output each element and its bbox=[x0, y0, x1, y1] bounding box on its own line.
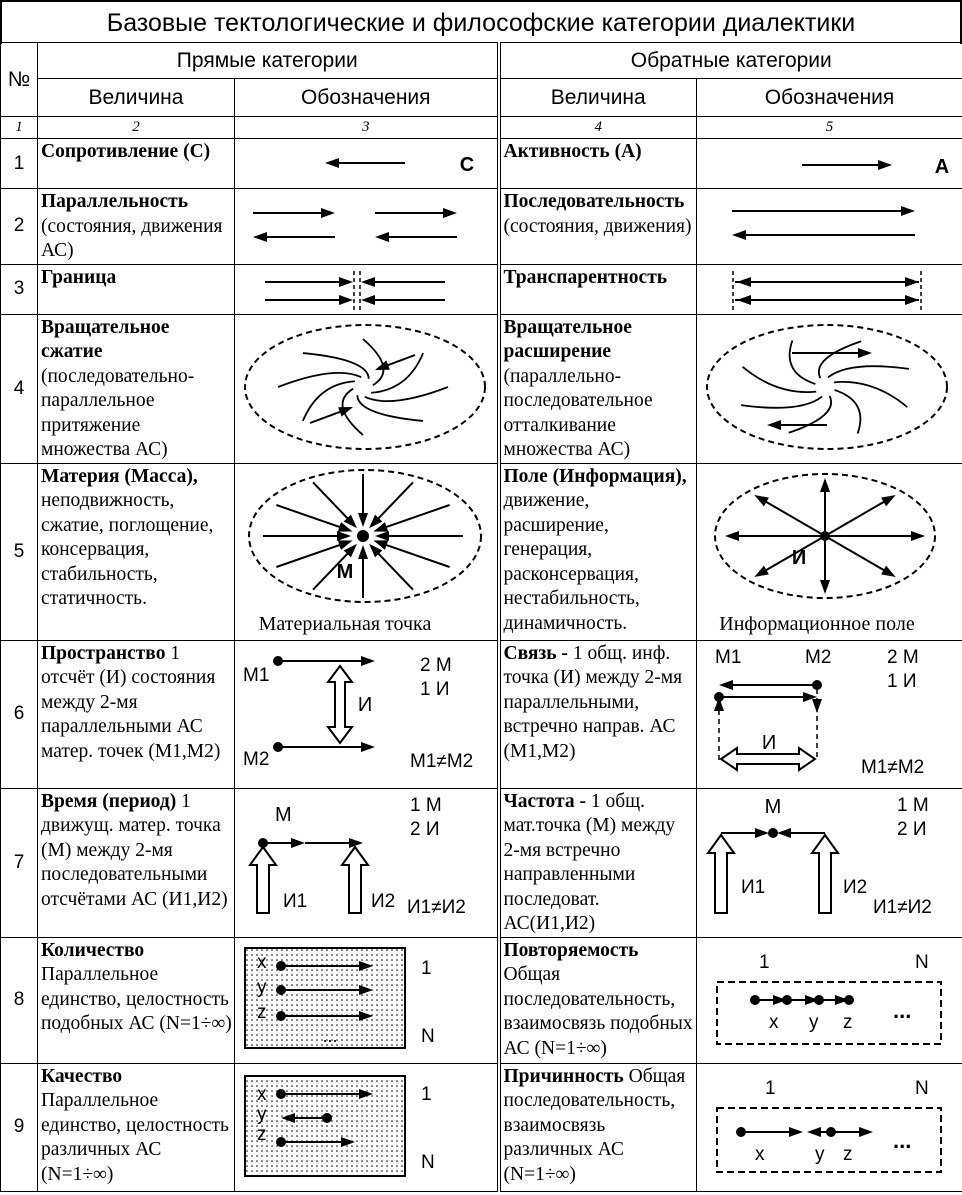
inverse-notation-cell bbox=[697, 788, 962, 937]
transparency-arrow-1b bbox=[737, 277, 919, 287]
cause-arrow-3 bbox=[831, 1127, 873, 1137]
freq-point bbox=[768, 828, 778, 838]
space-1i: 1 И bbox=[420, 678, 450, 700]
quantity-dots: ... bbox=[322, 1025, 338, 1046]
parallel-arrow-1 bbox=[253, 208, 335, 218]
direct-category-cell bbox=[38, 1063, 235, 1191]
space-m1m2: М1≠М2 bbox=[410, 750, 474, 772]
cause-dots: ... bbox=[893, 1127, 912, 1153]
time-1m: 1 М bbox=[410, 794, 442, 816]
repeat-arrow-1 bbox=[755, 995, 787, 1005]
time-m-label: М bbox=[275, 803, 292, 826]
resistance-arrow bbox=[325, 158, 405, 168]
direct-category-text: неподвижность, сжатие, поглощение, консервация, стабильность, статичность. bbox=[41, 490, 214, 609]
field-arrow-4 bbox=[754, 536, 825, 577]
activity-label: А bbox=[934, 156, 950, 178]
direct-notation-cell bbox=[235, 788, 499, 937]
time-2i: 2 И bbox=[410, 818, 440, 840]
repeat-arrow-2 bbox=[787, 995, 819, 1005]
time-i2-arrow bbox=[342, 847, 368, 913]
inverse-category-cell bbox=[499, 463, 697, 640]
categories-table bbox=[0, 42, 962, 1192]
row-number: 6 bbox=[1, 640, 38, 788]
direct-notation-cell bbox=[235, 1063, 499, 1191]
sequential-arrow-1 bbox=[732, 206, 915, 216]
freq-2i: 2 И bbox=[897, 818, 927, 840]
page-title: Базовые тектологические и философские категории диалектики bbox=[0, 0, 962, 44]
header-num: № bbox=[1, 43, 38, 117]
quality-box bbox=[245, 1076, 405, 1176]
direct-notation-diagram bbox=[235, 464, 497, 639]
freq-m-label: М bbox=[764, 795, 782, 818]
repeat-y: y bbox=[809, 1011, 819, 1033]
inverse-notation-cell bbox=[697, 264, 962, 314]
direct-category-cell bbox=[38, 463, 235, 640]
field-arrow-2 bbox=[825, 536, 896, 577]
row-number: 8 bbox=[1, 937, 38, 1063]
inverse-category-text: 1 общ. инф. точка (И) между 2-мя параллельными, встречно направ. АС (М1,М2) bbox=[503, 642, 683, 762]
header-value-left: Величина bbox=[38, 79, 235, 117]
expansion-arrow-2 bbox=[767, 420, 827, 430]
row-number: 9 bbox=[1, 1063, 38, 1191]
direct-notation-diagram bbox=[235, 1064, 497, 1190]
field-arrow-6 bbox=[754, 494, 825, 535]
freq-i1-label: И1 bbox=[741, 876, 766, 898]
direct-category-cell bbox=[38, 189, 235, 265]
header-direct: Прямые категории bbox=[38, 43, 499, 79]
link-arrow-top bbox=[719, 680, 817, 690]
direct-notation-diagram bbox=[235, 938, 497, 1062]
table-row bbox=[1, 463, 962, 640]
matter-arrow-11 bbox=[369, 482, 413, 528]
inverse-category-name: Связь - bbox=[503, 642, 568, 664]
link-m1-label: М1 bbox=[715, 646, 742, 668]
row-number: 7 bbox=[1, 788, 38, 937]
table-row bbox=[1, 264, 962, 314]
col-index-3: 3 bbox=[235, 117, 499, 139]
row-number: 1 bbox=[1, 139, 38, 189]
inverse-notation-cell bbox=[697, 314, 962, 463]
transparency-arrow-2b bbox=[737, 295, 919, 305]
parallel-arrow-2 bbox=[375, 208, 457, 218]
time-i1-arrow bbox=[250, 847, 276, 913]
col-index-1: 1 bbox=[1, 117, 38, 139]
repeat-x: x bbox=[769, 1011, 779, 1033]
direct-category-text: Параллельное единство, целостность различных АС (N=1÷∞) bbox=[41, 1090, 229, 1185]
direct-category-cell bbox=[38, 937, 235, 1063]
inverse-category-cell bbox=[499, 264, 697, 314]
direct-category-name: Сопротивление (С) bbox=[41, 141, 211, 162]
time-i1-label: И1 bbox=[283, 890, 308, 912]
direct-category-text: Параллельное единство, целостность подобных АС (N=1÷∞) bbox=[41, 964, 232, 1034]
cause-one: 1 bbox=[765, 1077, 776, 1099]
expansion-arrow-1 bbox=[792, 348, 872, 358]
inverse-category-cell bbox=[499, 788, 697, 937]
direct-notation-diagram bbox=[235, 315, 497, 461]
repeat-one: 1 bbox=[759, 951, 770, 973]
matter-m-label: М bbox=[336, 560, 354, 583]
row-number: 3 bbox=[1, 264, 38, 314]
direct-notation-cell bbox=[235, 314, 499, 463]
matter-arrow-1 bbox=[375, 531, 463, 541]
inverse-notation-diagram bbox=[697, 1064, 961, 1190]
boundary-arrow-4 bbox=[361, 295, 445, 305]
time-arrow-1 bbox=[263, 838, 305, 848]
inverse-notation-diagram bbox=[697, 139, 961, 187]
header-value-right: Величина bbox=[499, 79, 697, 117]
m1-label: М1 bbox=[243, 664, 270, 686]
inverse-category-name: Причинность bbox=[503, 1065, 624, 1087]
quality-y: y bbox=[257, 1103, 267, 1125]
direct-category-text: 1 движущ. матер. точка (М) между 2-мя последовательными отсчётами АС (И1,И2) bbox=[41, 790, 228, 910]
field-i-label: И bbox=[791, 546, 807, 569]
inverse-category-name: Транспарентность bbox=[503, 266, 668, 288]
quality-x: x bbox=[257, 1083, 267, 1105]
header-inverse: Обратные категории bbox=[499, 43, 962, 79]
cause-x: x bbox=[755, 1143, 765, 1165]
field-arrow-5 bbox=[725, 531, 825, 541]
repeat-dots: ... bbox=[893, 997, 912, 1023]
direct-notation-cell bbox=[235, 264, 499, 314]
parallel-arrow-4 bbox=[375, 232, 457, 242]
col-index-5: 5 bbox=[697, 117, 962, 139]
matter-point bbox=[357, 530, 369, 542]
header-notation-right: Обозначения bbox=[697, 79, 962, 117]
inverse-category-name: Последовательность bbox=[503, 191, 685, 212]
inverse-category-cell bbox=[499, 139, 697, 189]
table-row bbox=[1, 1063, 962, 1191]
field-arrow-1 bbox=[825, 531, 925, 541]
time-i2-label: И2 bbox=[371, 890, 396, 912]
inverse-notation-cell bbox=[697, 640, 962, 788]
row-number: 4 bbox=[1, 314, 38, 463]
matter-arrow-10 bbox=[358, 474, 368, 527]
inverse-category-text: Общая последовательность, взаимосвязь подобных АС (N=1÷∞) bbox=[503, 964, 693, 1059]
boundary-arrow-1 bbox=[265, 277, 353, 287]
field-arrow-7 bbox=[820, 478, 830, 536]
direct-category-cell bbox=[38, 264, 235, 314]
freq-i1i2: И1≠И2 bbox=[873, 896, 932, 918]
freq-1m: 1 М bbox=[897, 794, 929, 816]
direct-category-name: Пространство bbox=[41, 642, 166, 664]
inverse-notation-diagram bbox=[697, 641, 961, 787]
direct-category-name: Качество bbox=[41, 1065, 123, 1087]
inverse-category-cell bbox=[499, 937, 697, 1063]
repeat-arrow-3 bbox=[819, 995, 849, 1005]
direct-category-name: Вращательное сжатие bbox=[41, 316, 170, 362]
inverse-notation-diagram bbox=[697, 315, 961, 461]
header-notation-left: Обозначения bbox=[235, 79, 499, 117]
spiral-curves-right bbox=[741, 340, 909, 433]
inverse-notation-diagram bbox=[697, 464, 961, 639]
space-arrow-top bbox=[278, 656, 375, 666]
inverse-category-name: Активность (А) bbox=[503, 141, 642, 162]
table-row bbox=[1, 640, 962, 788]
direct-notation-diagram bbox=[235, 789, 497, 935]
inverse-notation-diagram bbox=[697, 189, 961, 255]
link-2m: 2 М bbox=[887, 646, 919, 668]
table-row bbox=[1, 937, 962, 1063]
direct-category-name: Граница bbox=[41, 266, 117, 288]
inverse-category-text: (состояния, движения) bbox=[503, 215, 692, 237]
resistance-label: С bbox=[459, 154, 475, 176]
inverse-category-text: (параллельно-последовательное отталкивание множества АС) bbox=[503, 365, 653, 460]
table-row bbox=[1, 139, 962, 189]
inverse-notation-diagram bbox=[697, 789, 961, 935]
quantity-z: z bbox=[257, 1001, 267, 1023]
quality-one: 1 bbox=[421, 1083, 432, 1105]
quantity-y: y bbox=[257, 976, 267, 998]
quality-n: N bbox=[421, 1151, 435, 1173]
field-point bbox=[820, 531, 830, 541]
compression-ellipse bbox=[245, 325, 485, 449]
direct-notation-cell bbox=[235, 189, 499, 265]
direct-category-name: Количество bbox=[41, 939, 145, 961]
direct-category-text: (состояния, движения АС) bbox=[41, 215, 223, 261]
link-i-label: И bbox=[761, 731, 777, 754]
info-field-caption: Информационное поле bbox=[719, 612, 915, 635]
inverse-category-cell bbox=[499, 1063, 697, 1191]
direct-category-cell bbox=[38, 640, 235, 788]
freq-arrow-left bbox=[721, 828, 769, 838]
boundary-arrow-3 bbox=[265, 295, 353, 305]
quantity-one: 1 bbox=[421, 957, 432, 979]
space-distance-arrow bbox=[328, 666, 352, 743]
link-1i: 1 И bbox=[887, 670, 917, 692]
direct-notation-diagram bbox=[235, 265, 497, 313]
quantity-x: x bbox=[257, 951, 267, 973]
material-point-caption: Материальная точка bbox=[258, 612, 432, 635]
inverse-category-cell bbox=[499, 189, 697, 265]
direct-notation-cell bbox=[235, 640, 499, 788]
quantity-n: N bbox=[421, 1025, 435, 1047]
table-row bbox=[1, 314, 962, 463]
cause-arrow-1 bbox=[741, 1127, 803, 1137]
field-arrow-8 bbox=[825, 494, 896, 535]
inverse-notation-cell bbox=[697, 139, 962, 189]
link-down-right bbox=[812, 699, 822, 713]
row-number: 2 bbox=[1, 189, 38, 265]
freq-i2-label: И2 bbox=[843, 876, 868, 898]
direct-category-cell bbox=[38, 139, 235, 189]
col-index-2: 2 bbox=[38, 117, 235, 139]
boundary-arrow-2 bbox=[361, 277, 445, 287]
direct-category-cell bbox=[38, 314, 235, 463]
freq-i1-arrow bbox=[708, 835, 734, 913]
space-2m: 2 М bbox=[420, 654, 452, 676]
link-arrow-bottom bbox=[719, 692, 817, 702]
cause-y: y bbox=[815, 1143, 825, 1165]
inverse-notation-cell bbox=[697, 937, 962, 1063]
direct-notation-cell bbox=[235, 937, 499, 1063]
cause-z: z bbox=[843, 1143, 853, 1165]
link-m2-label: М2 bbox=[805, 646, 832, 668]
matter-arrow-8 bbox=[276, 505, 352, 532]
space-arrow-bottom bbox=[278, 742, 375, 752]
inverse-category-name: Поле (Информация), bbox=[503, 465, 687, 487]
field-arrow-3 bbox=[820, 536, 830, 594]
compression-arrow-1 bbox=[375, 355, 415, 370]
inverse-category-name: Частота - bbox=[503, 790, 586, 812]
inverse-notation-cell bbox=[697, 189, 962, 265]
inverse-category-text: Общая последовательность, взаимосвязь различных АС (N=1÷∞) bbox=[503, 1065, 686, 1185]
direct-notation-cell bbox=[235, 463, 499, 640]
matter-arrow-9 bbox=[313, 482, 357, 528]
link-m1m2: М1≠М2 bbox=[861, 756, 925, 778]
col-index-4: 4 bbox=[499, 117, 697, 139]
direct-category-cell bbox=[38, 788, 235, 937]
inverse-notation-diagram bbox=[697, 265, 961, 313]
direct-notation-cell bbox=[235, 139, 499, 189]
repeat-n: N bbox=[915, 951, 929, 973]
space-i-label: И bbox=[357, 693, 373, 716]
sequential-arrow-2 bbox=[732, 230, 915, 240]
freq-i2-arrow bbox=[812, 835, 838, 913]
expansion-ellipse bbox=[707, 325, 947, 449]
matter-arrow-12 bbox=[373, 505, 449, 532]
direct-notation-diagram bbox=[235, 189, 497, 255]
repeat-z: z bbox=[843, 1011, 853, 1033]
inverse-notation-diagram bbox=[697, 938, 961, 1062]
direct-category-text: (последовательно-параллельное притяжение множества АС) bbox=[41, 365, 195, 460]
freq-arrow-right bbox=[777, 828, 825, 838]
inverse-category-name: Вращательное расширение bbox=[503, 316, 632, 362]
table-row bbox=[1, 788, 962, 937]
inverse-notation-cell bbox=[697, 1063, 962, 1191]
direct-category-name: Материя (Масса), bbox=[41, 465, 198, 487]
direct-notation-diagram bbox=[235, 641, 497, 787]
spiral-curves bbox=[278, 339, 448, 435]
matter-arrow-7 bbox=[263, 531, 351, 541]
inverse-notation-cell bbox=[697, 463, 962, 640]
matter-arrow-3 bbox=[369, 543, 413, 589]
activity-arrow bbox=[802, 160, 892, 170]
matter-arrow-4 bbox=[358, 545, 368, 598]
direct-notation-diagram bbox=[235, 139, 497, 187]
inverse-category-cell bbox=[499, 640, 697, 788]
direct-category-text: 1 отсчёт (И) состояния между 2-мя параллельными АС матер. точек (М1,М2) bbox=[41, 642, 221, 762]
row-number: 5 bbox=[1, 463, 38, 640]
parallel-arrow-3 bbox=[253, 232, 335, 242]
inverse-category-cell bbox=[499, 314, 697, 463]
inverse-category-name: Повторяемость bbox=[503, 939, 639, 961]
m2-label: М2 bbox=[243, 748, 270, 770]
direct-category-name: Время (период) bbox=[41, 790, 177, 812]
inverse-category-text: движение, расширение, генерация, расконсервация, нестабильность, динамичность. bbox=[503, 490, 640, 634]
direct-category-name: Параллельность bbox=[41, 191, 189, 212]
matter-arrow-2 bbox=[373, 540, 449, 567]
cause-n: N bbox=[915, 1077, 929, 1099]
inverse-category-text: 1 общ. мат.точка (М) между 2-мя встречно направленными последоват. АС(И1,И2) bbox=[503, 790, 676, 934]
time-i1i2: И1≠И2 bbox=[407, 896, 466, 918]
table-row bbox=[1, 189, 962, 265]
quality-z: z bbox=[257, 1123, 267, 1145]
